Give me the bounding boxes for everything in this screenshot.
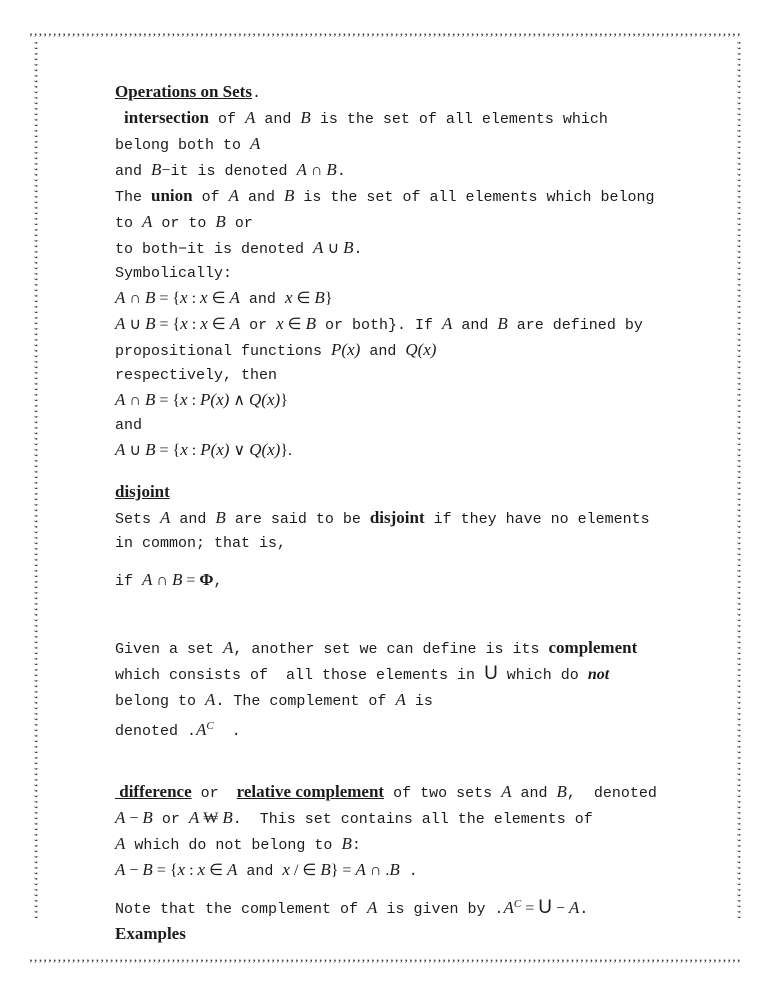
text-run: which do not belong to	[125, 837, 342, 854]
text-run: B	[171, 570, 183, 589]
text-line	[115, 414, 695, 438]
text-run: or	[240, 317, 277, 334]
text-run: A	[501, 782, 512, 801]
text-run: it is denoted	[170, 163, 297, 180]
text-line	[115, 338, 695, 364]
text-run: A	[142, 212, 153, 231]
text-line	[115, 364, 695, 388]
text-run: = {	[155, 290, 181, 307]
text-run: A	[223, 638, 234, 657]
text-run: Sets	[115, 511, 161, 528]
text-run: B	[145, 440, 156, 459]
text-run: disjoint	[369, 508, 425, 527]
text-run: respectively, then	[115, 367, 278, 384]
text-run: x	[180, 390, 188, 409]
text-run: of two sets	[384, 785, 502, 802]
text-run: }.	[280, 442, 293, 459]
text-run: .	[213, 723, 241, 740]
text-run: A	[115, 288, 126, 307]
text-run: x	[180, 288, 188, 307]
text-line	[115, 262, 695, 286]
text-run: of	[192, 189, 229, 206]
text-run: ∨	[229, 442, 250, 459]
text-run: A	[229, 288, 240, 307]
text-run: −	[125, 862, 143, 879]
text-run: are defined by	[507, 317, 643, 334]
text-line	[115, 184, 695, 210]
text-run: to both−it is denoted	[115, 241, 314, 258]
text-run: A	[355, 860, 366, 879]
text-run: belong to	[115, 693, 206, 710]
text-run: , another set we can define is its	[233, 641, 549, 658]
text-run: .	[399, 863, 418, 880]
text-run: A	[250, 134, 261, 153]
text-run: relative complement	[236, 782, 385, 801]
text-run: ,	[213, 573, 223, 590]
text-run: is	[405, 693, 433, 710]
heading-operations-on-sets	[115, 80, 695, 106]
text-run: ∩ .	[365, 862, 390, 879]
text-run: ₩	[199, 810, 223, 827]
text-run: ∪	[125, 442, 146, 459]
text-run: ∪	[125, 316, 146, 333]
text-run: and	[170, 511, 216, 528]
text-run: . The complement of	[215, 693, 396, 710]
text-line	[115, 106, 695, 132]
text-run: which consists of all those elements in	[115, 667, 485, 684]
text-run: A	[160, 508, 171, 527]
document-content	[115, 80, 695, 948]
text-run: x	[276, 314, 284, 333]
text-run: A	[227, 860, 238, 879]
text-run: :	[187, 290, 201, 307]
text-run: if	[115, 573, 143, 590]
decorative-border-right: ,,,,,,,,,,,,,,,,,,,,,,,,,,,,,,,,,,,,,,,,,,,,,,,,,,,,,,,,,,,,,,,,,,,,,,,,,,,,,,,,,,,,,,,,,,,,,,,,,,,,,,,,,,,,,,,,,,,,,,,,,,,,,,,,,,,,,,,,,,,,,,,,,,,,,,,,,,,,,,,,	[736, 42, 747, 922]
text-run: x	[284, 288, 293, 307]
text-run: intersection	[124, 108, 209, 127]
text-run: A	[569, 898, 580, 917]
text-run: }	[324, 290, 333, 307]
text-run: :	[187, 316, 201, 333]
text-run: B	[142, 860, 153, 879]
text-run: ∧	[229, 392, 250, 409]
text-run: :	[187, 442, 201, 459]
text-run: and	[239, 291, 285, 308]
text-run: if they have no elements	[424, 511, 650, 528]
text-line	[115, 438, 695, 464]
text-run: A	[115, 808, 126, 827]
text-run: or	[191, 785, 237, 802]
text-run: A	[188, 808, 200, 827]
text-run: :	[187, 392, 201, 409]
text-run: B	[222, 808, 233, 827]
text-run: A	[115, 314, 126, 333]
text-run: B	[215, 508, 226, 527]
text-run: A	[229, 314, 241, 333]
text-run: = {	[155, 392, 181, 409]
text-run: and	[115, 417, 143, 434]
decorative-border-top: ,,,,,,,,,,,,,,,,,,,,,,,,,,,,,,,,,,,,,,,,,,,,,,,,,,,,,,,,,,,,,,,,,,,,,,,,,,,,,,,,,,,,,,,,,,,,,,,,,,,,,,,,,,,,,,,,,,,,,,,,,,,,,,,,,,,,,,,,,,,,,,,,,,,,,,	[30, 27, 743, 38]
text-run: B	[305, 314, 316, 333]
text-run: disjoint	[115, 482, 170, 501]
text-run: Examples	[115, 924, 186, 943]
text-run: C	[206, 720, 214, 732]
text-run: A	[115, 390, 126, 409]
text-run: Operations on Sets	[115, 82, 252, 101]
text-run: ∩	[306, 162, 327, 179]
heading-disjoint	[115, 480, 695, 506]
text-run: A	[503, 898, 514, 917]
text-run: or	[225, 215, 253, 232]
text-run: A	[228, 186, 240, 205]
text-run: A	[296, 160, 307, 179]
text-run: A	[367, 898, 378, 917]
text-run: B	[343, 238, 354, 257]
text-run: difference	[115, 782, 192, 801]
text-line	[115, 806, 695, 832]
text-line	[115, 132, 695, 158]
text-run: .	[251, 85, 261, 102]
text-line	[115, 688, 695, 714]
text-run	[115, 111, 124, 128]
text-run: are said to be	[225, 511, 370, 528]
text-run: B	[144, 288, 156, 307]
text-run: = {	[155, 316, 181, 333]
text-run: and	[511, 785, 557, 802]
text-run: x	[197, 860, 206, 879]
text-run: }	[280, 392, 288, 409]
text-run: B	[284, 186, 295, 205]
text-run: B	[320, 860, 331, 879]
text-line	[115, 532, 695, 556]
text-run: x	[177, 860, 186, 879]
text-run: ∪	[323, 240, 344, 257]
text-run: propositional functions	[115, 343, 332, 360]
decorative-border-left: ,,,,,,,,,,,,,,,,,,,,,,,,,,,,,,,,,,,,,,,,,,,,,,,,,,,,,,,,,,,,,,,,,,,,,,,,,,,,,,,,,,,,,,,,,,,,,,,,,,,,,,,,,,,,,,,,,,,,,,,,,,,,,,,,,,,,,,,,,,,,,,,,,,,,,,,,,,,,,,,,	[33, 42, 44, 922]
text-run: U	[484, 663, 498, 684]
text-run: x	[282, 860, 290, 879]
text-run: which do	[497, 667, 588, 684]
text-run: Note that the complement of	[115, 901, 368, 918]
text-run: x	[180, 314, 188, 333]
text-run: is given by .	[377, 901, 504, 918]
text-run: ∈	[292, 290, 315, 307]
text-run: x	[200, 288, 208, 307]
text-run: −	[551, 900, 569, 917]
text-run: or both}. If	[315, 317, 442, 334]
text-run: , denoted	[566, 785, 657, 802]
text-run: complement	[548, 638, 638, 657]
text-run: and	[239, 189, 285, 206]
text-run: ∈	[207, 290, 230, 307]
text-run: A	[196, 720, 207, 739]
text-run: Symbolically:	[115, 265, 233, 282]
text-run: =	[521, 900, 539, 917]
text-run: A	[115, 834, 126, 853]
text-run: B	[215, 212, 226, 231]
text-run: Given a set	[115, 641, 224, 658]
text-run: P(x)	[200, 440, 230, 459]
text-run: to	[115, 215, 143, 232]
text-run: or	[152, 811, 189, 828]
text-line	[115, 388, 695, 414]
text-run: A	[205, 690, 216, 709]
text-run: ∈	[205, 862, 227, 879]
text-run: B	[497, 314, 508, 333]
text-run: .	[353, 241, 363, 258]
text-run: −	[125, 810, 143, 827]
text-run: .	[579, 901, 589, 918]
text-run: A	[245, 108, 256, 127]
text-run: ∈	[283, 316, 306, 333]
text-run: B	[144, 390, 156, 409]
text-run: A	[115, 440, 126, 459]
text-run: A	[313, 238, 324, 257]
text-run: x	[180, 440, 188, 459]
text-run: B	[151, 160, 162, 179]
text-run: B	[556, 782, 567, 801]
text-run: not	[587, 666, 610, 683]
text-run: of	[209, 111, 246, 128]
text-run: Φ	[199, 570, 214, 589]
text-run: P(x)	[331, 340, 361, 359]
text-run: ∩	[125, 290, 145, 307]
text-run: :	[351, 837, 361, 854]
text-line	[115, 158, 695, 184]
text-run: Q(x)	[249, 390, 281, 409]
text-run: and	[360, 343, 406, 360]
text-run: x	[200, 314, 208, 333]
text-run: A	[395, 690, 406, 709]
heading-difference	[115, 780, 695, 806]
text-run: B	[341, 834, 352, 853]
text-run: Q(x)	[249, 440, 281, 459]
text-line	[115, 506, 695, 532]
text-run: = {	[155, 442, 181, 459]
text-run: B	[314, 288, 325, 307]
text-run: and	[452, 317, 498, 334]
text-run: belong both to	[115, 137, 251, 154]
text-line	[115, 236, 695, 262]
text-run: The	[115, 189, 152, 206]
decorative-border-bottom: ,,,,,,,,,,,,,,,,,,,,,,,,,,,,,,,,,,,,,,,,,,,,,,,,,,,,,,,,,,,,,,,,,,,,,,,,,,,,,,,,,,,,,,,,,,,,,,,,,,,,,,,,,,,,,,,,,,,,,,,,,,,,,,,,,,,,,,,,,,,,,,,,,,,,,,	[30, 953, 743, 964]
text-run: P(x)	[200, 390, 230, 409]
text-run: / ∈	[289, 862, 321, 879]
text-line	[115, 858, 695, 884]
text-run: :	[185, 862, 198, 879]
text-run: B	[389, 860, 400, 879]
text-run: =	[182, 572, 200, 589]
text-run: union	[151, 186, 193, 205]
text-run: denoted .	[115, 723, 197, 740]
text-run: and	[115, 163, 152, 180]
text-run: is the set of all elements which belong	[294, 189, 655, 206]
text-run: B	[142, 808, 153, 827]
text-line	[115, 568, 695, 594]
text-run: = {	[152, 862, 178, 879]
text-run: and	[237, 863, 283, 880]
text-run: ∩	[125, 392, 145, 409]
text-run: or to	[152, 215, 216, 232]
text-run: } =	[330, 862, 356, 879]
text-run: in common; that is,	[115, 535, 287, 552]
text-run: ∈	[207, 316, 230, 333]
text-run: B	[326, 160, 337, 179]
text-run: C	[513, 898, 522, 910]
text-run: A	[115, 860, 126, 879]
text-line	[115, 636, 695, 662]
text-run: B	[145, 314, 156, 333]
text-run: Q(x)	[405, 340, 437, 359]
text-run: −	[161, 162, 171, 179]
text-run: U	[538, 897, 552, 918]
text-line	[115, 662, 695, 688]
text-run: is the set of all elements which	[310, 111, 608, 128]
text-line	[115, 312, 695, 338]
text-run: A	[142, 570, 153, 589]
heading-examples	[115, 922, 695, 948]
text-line	[115, 832, 695, 858]
text-line	[115, 892, 695, 922]
text-run: . This set contains all the elements of	[232, 811, 593, 828]
text-line	[115, 286, 695, 312]
text-run: .	[336, 163, 346, 180]
text-line	[115, 714, 695, 744]
text-run: ∩	[152, 572, 172, 589]
text-line	[115, 210, 695, 236]
text-run: A	[442, 314, 453, 333]
text-run: B	[300, 108, 311, 127]
text-run: and	[255, 111, 301, 128]
